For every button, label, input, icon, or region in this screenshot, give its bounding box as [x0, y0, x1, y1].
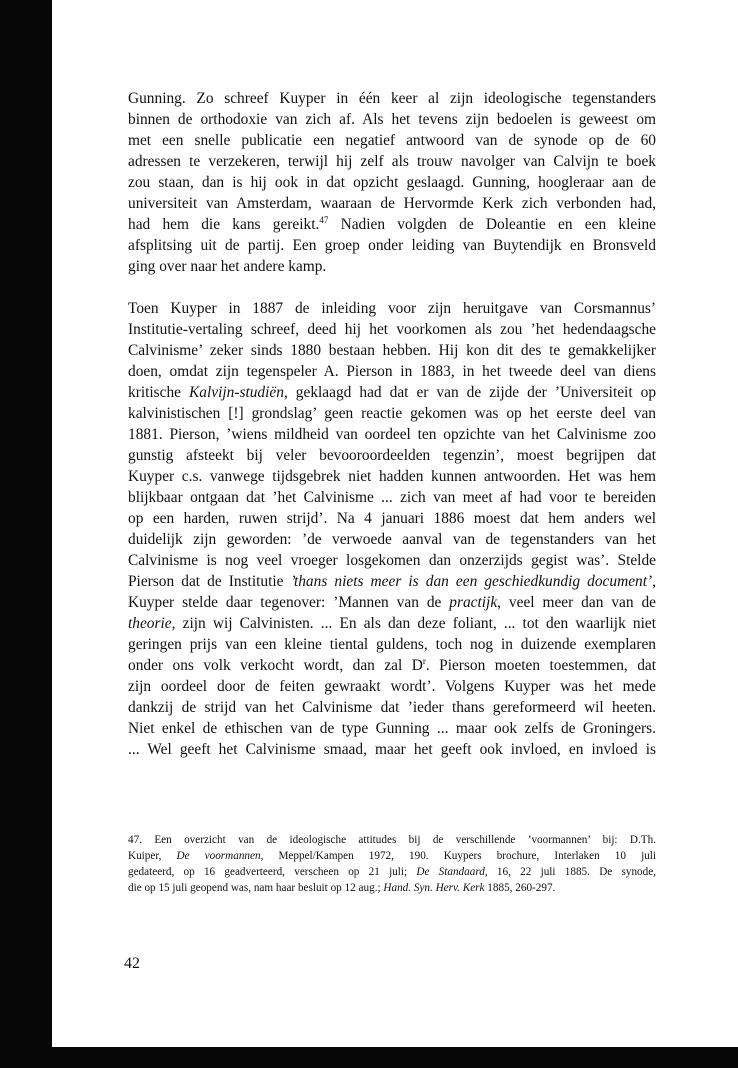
scan-border-left	[0, 0, 52, 1068]
text-line	[128, 592, 656, 613]
text-segment: onder ons volk verkocht wordt, dan zal D	[128, 657, 423, 674]
text-segment: gedateerd, op 16 geadverteerd, verscheen op 21 juli;	[128, 866, 417, 878]
text-line	[128, 382, 656, 403]
text-segment: had hem die kans gereikt.	[128, 216, 320, 233]
italic-word: practijk	[449, 594, 498, 611]
text-line: dankzij de strijd van het Calvinisme dat ’ieder thans gereformeerd wil heeten.	[128, 699, 656, 716]
text-line: Toen Kuyper in 1887 de inleiding voor zijn heruitgave van Corsmannus’	[128, 300, 656, 317]
italic-word: theorie	[128, 615, 172, 632]
text-segment: 1885, 260-297.	[484, 882, 556, 894]
text-segment: . Pierson moeten toestemmen, dat	[425, 657, 656, 674]
text-line: met een snelle publicatie een negatief antwoord van de synode op de 60	[128, 132, 656, 149]
text-line: ... Wel geeft het Calvinisme smaad, maar het geeft ook invloed, en invloed is	[128, 741, 656, 758]
italic-title: Kalvijn-studiën	[189, 384, 284, 401]
text-line	[128, 571, 656, 592]
text-line: zijn oordeel door de feiten gewraakt wordt’. Volgens Kuyper was het mede	[128, 678, 656, 695]
text-line: Calvinisme’ zeker sinds 1880 bestaan hebben. Hij kon dit des te gemakkelijker	[128, 342, 656, 359]
text-segment: , 16, 22 juli 1885. De synode,	[484, 866, 656, 878]
text-line: binnen de orthodoxie van zich af. Als het tevens zijn bedoelen is geweest om	[128, 111, 656, 128]
italic-title: De voormannen	[176, 850, 261, 862]
text-line: op een harden, ruwen strijd’. Na 4 januari 1886 moest dat hem anders wel	[128, 510, 656, 527]
page-number: 42	[124, 955, 140, 972]
text-line: Calvinisme is nog veel vroeger losgekomen dan onzerzijds gegist was’. Stelde	[128, 552, 656, 569]
text-line: doen, omdat zijn tegenspeler A. Pierson in 1883, in het tweede deel van diens	[128, 363, 656, 380]
text-line	[128, 214, 656, 235]
text-line: Kuyper c.s. vanwege tijdsgebrek niet hadden kunnen antwoorden. Het was hem	[128, 468, 656, 485]
text-segment: ,	[171, 615, 176, 632]
text-line: afsplitsing uit de partij. Een groep onder leiding van Buytendijk en Bronsveld	[128, 237, 656, 254]
text-line: zou staan, dan is hij ook in dat opzicht geslaagd. Gunning, hoogleraar aan de	[128, 174, 656, 191]
superscript: r	[422, 655, 426, 666]
text-segment: die op 15 juli geopend was, nam haar besluit op 12 aug.;	[128, 882, 384, 894]
text-line: Niet enkel de ethischen van de type Gunning ... maar ook zelfs de Groningers.	[128, 720, 656, 737]
text-line: Gunning. Zo schreef Kuyper in één keer al zijn ideologische tegenstanders	[128, 90, 656, 107]
text-line: universiteit van Amsterdam, waaraan de Hervormde Kerk zich verbonden had,	[128, 195, 656, 212]
text-segment: Nadien volgden de Doleantie en een kleine	[328, 216, 656, 233]
text-segment: , Meppel/Kampen 1972, 190. Kuypers brochure, Interlaken 10 juli	[260, 850, 656, 862]
paragraph-2	[128, 298, 656, 760]
text-line	[128, 613, 656, 634]
text-segment: Pierson dat de Institutie	[128, 573, 291, 590]
text-line: kalvinistischen [!] grondslag’ geen reactie gekomen was op het eerste deel van	[128, 405, 656, 422]
text-segment: Kuyper stelde daar tegenover: ’Mannen van de	[128, 594, 442, 611]
footnote-line	[128, 848, 656, 864]
italic-title: Hand. Syn. Herv. Kerk	[383, 882, 485, 894]
footnote-line	[128, 864, 656, 880]
text-segment: , veel meer dan van de	[497, 594, 656, 611]
text-segment: kritische	[128, 384, 190, 401]
footnote-ref[interactable]: 47	[319, 214, 329, 225]
text-line: gunstig afsteekt bij veler bevooroordeelden tegenzin’, moest begrijpen dat	[128, 447, 656, 464]
text-line: ging over naar het andere kamp.	[128, 258, 327, 275]
footnote-line	[128, 880, 656, 896]
page-body	[128, 88, 656, 760]
text-segment: zijn wij Calvinisten. ... En als dan deze foliant, ... tot den waarlijk niet	[182, 615, 656, 632]
italic-title: De Standaard	[416, 866, 485, 878]
footnote-number: 47.	[128, 834, 142, 846]
text-line: geringen prijs van een kleine tiental guldens, toch nog in duizende exemplaren	[128, 636, 656, 653]
text-line: blijkbaar ontgaan dat ’het Calvinisme ... zich van meet af had voor te bereiden	[128, 489, 656, 506]
text-segment: Een overzicht van de ideologische attitudes bij de verschillende ’voormannen’ bij: D.Th.	[154, 834, 656, 846]
text-segment: ,	[652, 573, 656, 590]
text-line: 1881. Pierson, ’wiens mildheid van oordeel ten opzichte van het Calvinisme zoo	[128, 426, 656, 443]
text-line	[128, 655, 656, 676]
text-line: adressen te verzekeren, terwijl hij zelf als trouw navolger van Calvijn te boek	[128, 153, 656, 170]
footnote-47	[128, 832, 656, 896]
scan-border-bottom	[0, 1047, 738, 1068]
text-segment: Kuiper,	[128, 850, 177, 862]
text-line: Institutie-vertaling schreef, deed hij het voorkomen als zou ’het hedendaagsche	[128, 321, 656, 338]
text-line: duidelijk zijn geworden: ’de verwoede aanval van de tegenstanders van het	[128, 531, 656, 548]
italic-quote: ’thans niets meer is dan een geschiedkundig document’	[290, 573, 653, 590]
text-segment: , geklaagd had dat er van de zijde der ’Universiteit op	[283, 384, 657, 401]
footnote-line	[128, 832, 656, 848]
paragraph-1	[128, 88, 656, 277]
